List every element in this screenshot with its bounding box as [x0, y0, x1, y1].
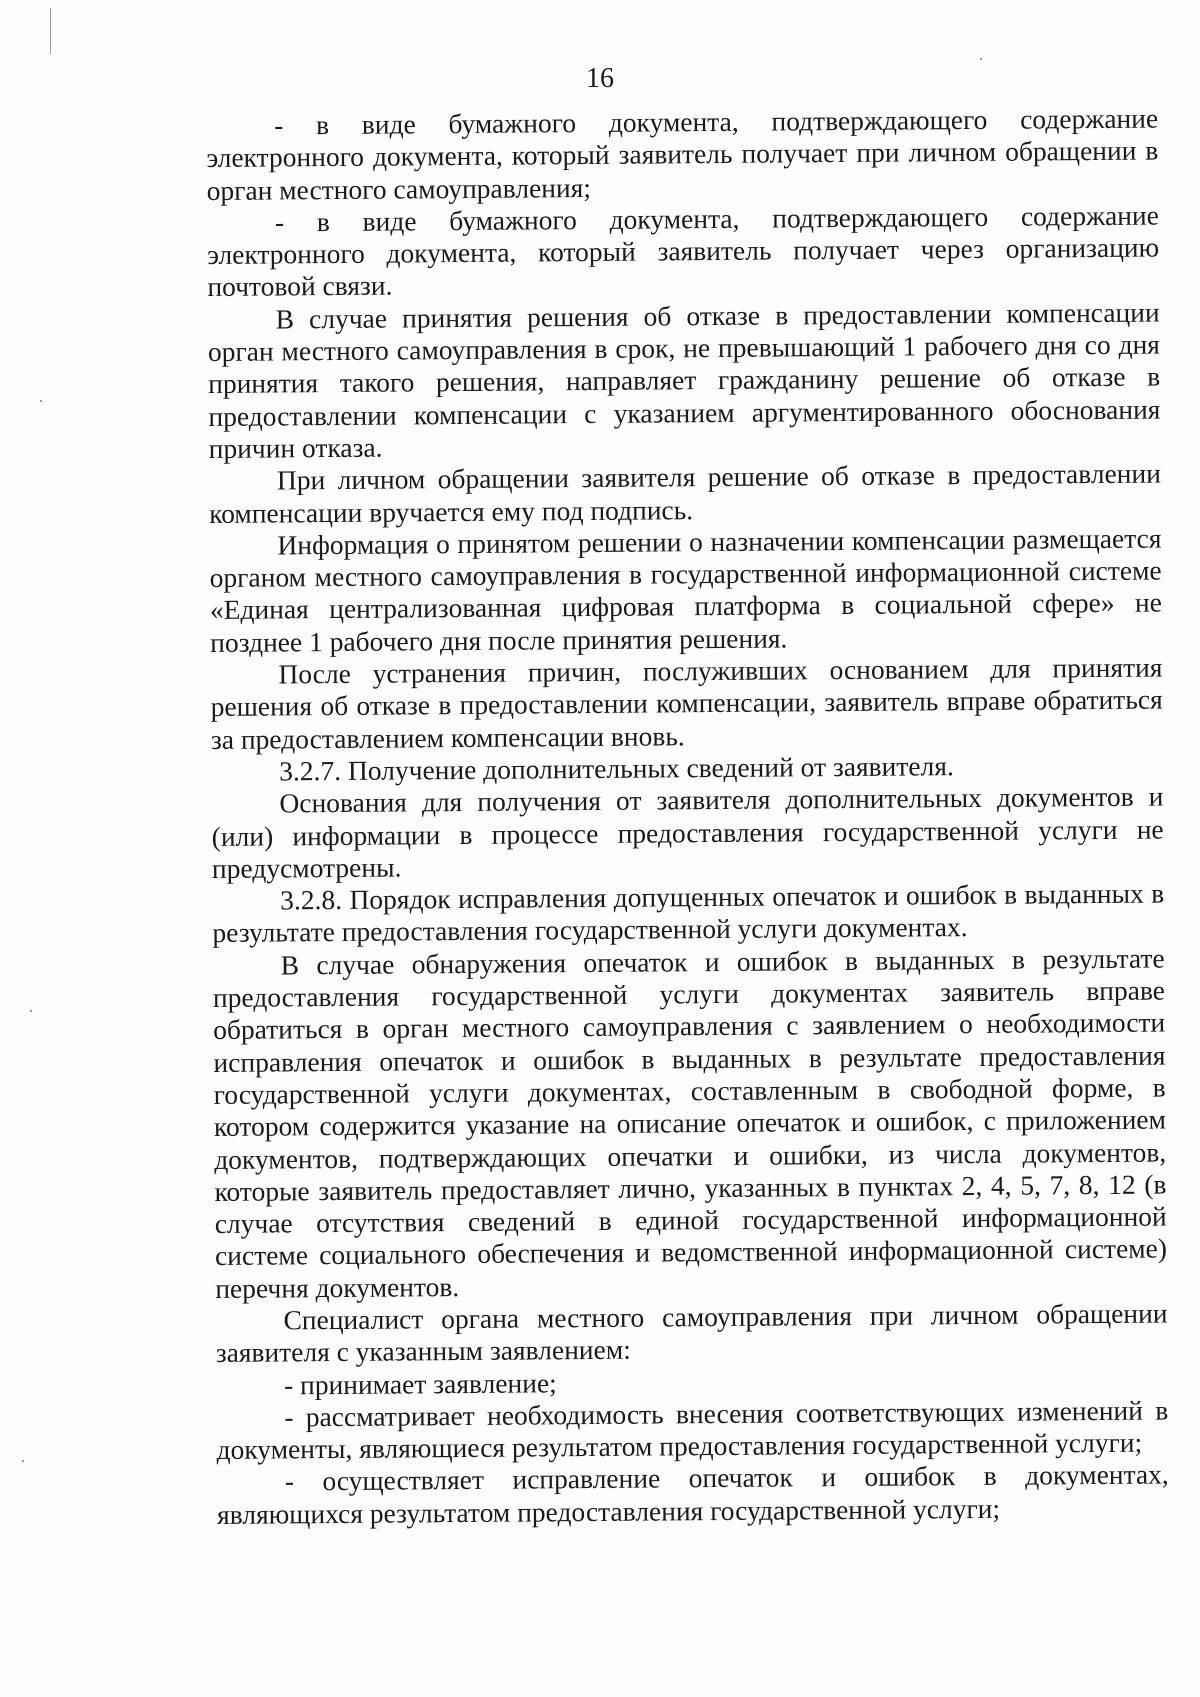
scan-artifact — [40, 400, 42, 402]
scan-artifact — [50, 8, 51, 54]
scan-artifact — [22, 1460, 24, 1462]
list-item-correct-errors: - осуществляет исправление опечаток и ошибок в документах, являющихся результатом предоставления государственной услуги; — [216, 1458, 1169, 1530]
section-heading-3-2-7: 3.2.7. Получение дополнительных сведений от заявителя. — [279, 750, 954, 787]
page-number: 16 — [586, 63, 614, 94]
paragraph-decision-publication: Информация о принятом решении о назначении компенсации размещается органом местного самоуправления в государственной информационной системе «Единая централизованная цифровая платформа в социальной сфере» не позднее 1 рабочего дня после принятия решения. — [209, 522, 1163, 658]
section-heading-3-2-8: 3.2.8. Порядок исправления допущенных опечаток и ошибок в выданных в результате предоставления государственной услуги документах. — [212, 877, 1165, 949]
scan-artifact — [30, 1010, 32, 1012]
paragraph-reapplication: После устранения причин, послуживших основанием для принятия решения об отказе в предоставлении компенсации, заявитель вправе обратиться за предоставлением компенсации вновь. — [210, 651, 1163, 755]
paragraph-specialist-actions: Специалист органа местного самоуправления при личном обращении заявителя с указанным заявлением: — [215, 1297, 1168, 1369]
scan-artifact — [980, 58, 982, 60]
paragraph-additional-documents: Основания для получения от заявителя дополнительных документов и (или) информации в процессе предоставления государственной услуги не предусмотрены. — [211, 780, 1164, 884]
paragraph-refusal-decision: В случае принятия решения об отказе в предоставлении компенсации орган местного самоуправления в срок, не превышающий 1 рабочего дня со дня принятия такого решения, направляет гражданину решение об отказе в предоставлении компенсации с указанием аргументированного обоснования причин отказа. — [207, 296, 1161, 464]
document-body — [206, 103, 1169, 1531]
list-item-accept-application: - принимает заявление; — [283, 1366, 557, 1401]
paragraph-paper-document-in-person: - в виде бумажного документа, подтверждающего содержание электронного документа, который заявитель получает при личном обращении в орган местного самоуправления; — [206, 102, 1159, 206]
list-item-review-changes: - рассматривает необходимость внесения соответствующих изменений в документы, являющиеся результатом предоставления государственной услуги; — [216, 1394, 1169, 1466]
paragraph-error-correction-request: В случае обнаружения опечаток и ошибок в выданных в результате предоставления государственной услуги документах заявитель вправе обратиться в орган местного самоуправления с заявлением о необходимости исправления опечаток и ошибок в выданных в результате предоставления государственной услуги документах, составленным в свободной форме, в котором содержится указание на описание опечаток и ошибок, с приложением документов, подтверждающих опечатки и ошибки, из числа документов, которые заявитель предоставляет лично, указанных в пунктах 2, 4, 5, 7, 8, 12 (в случае отсутствия сведений в единой государственной информационной системе социального обеспечения и ведомственной информационной системе) перечня документов. — [212, 942, 1168, 1304]
paragraph-paper-document-by-post: - в виде бумажного документа, подтверждающего содержание электронного документа, который заявитель получает через организацию почтовой связи. — [207, 199, 1160, 303]
paragraph-refusal-handover: При личном обращении заявителя решение об отказе в предоставлении компенсации вручается ему под подпись. — [209, 457, 1162, 529]
